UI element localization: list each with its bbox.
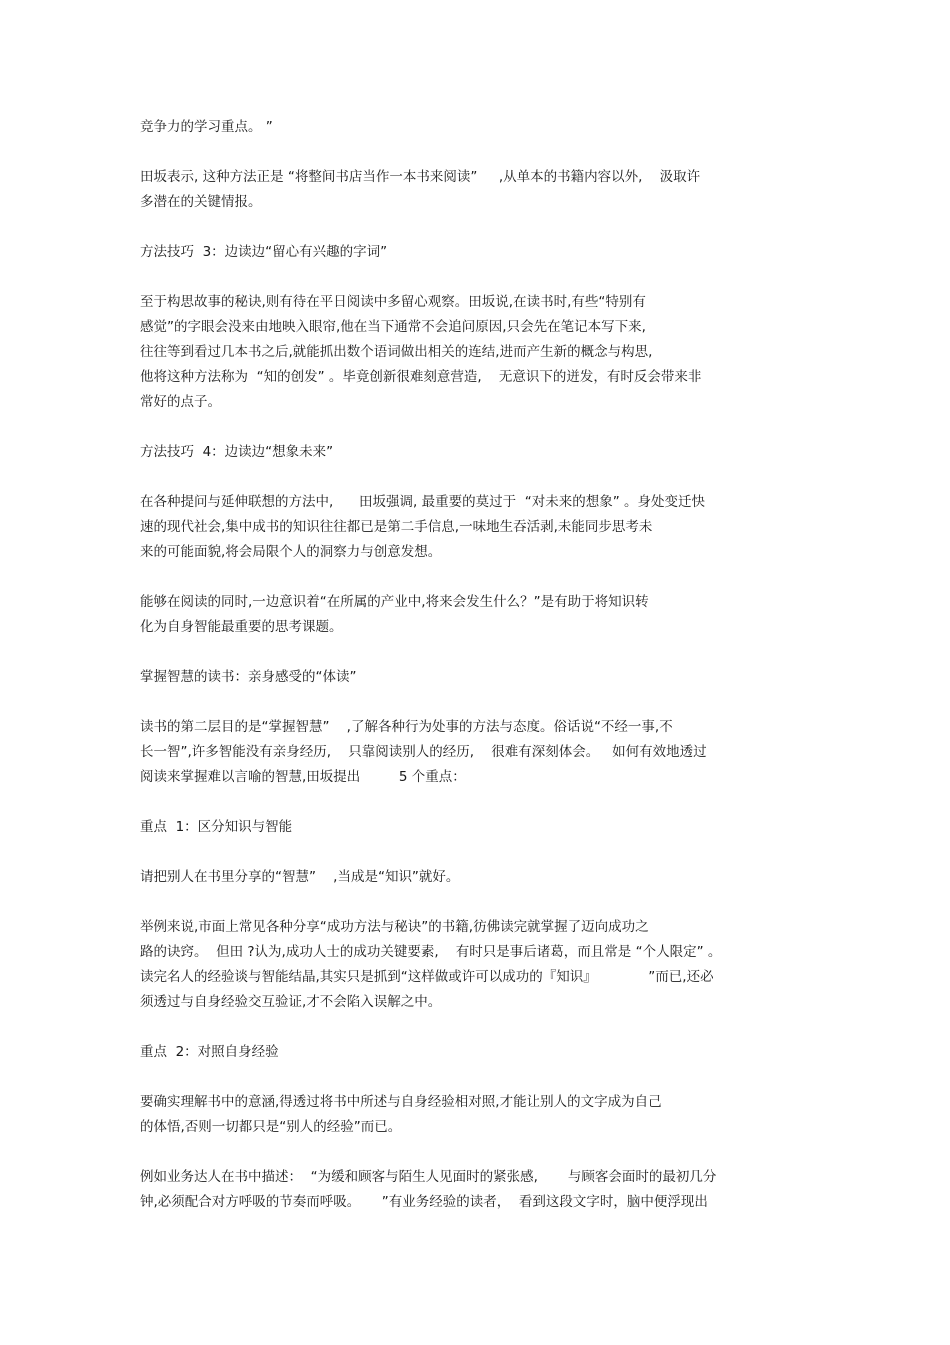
paragraph	[140, 490, 780, 565]
text-line: 方法技巧 4：边读边“想象未来”	[140, 444, 334, 460]
text-line: 的体悟,否则一切都只是“别人的经验”而已。	[140, 1119, 402, 1135]
text-line: 田坂表示, 这种方法正是 “将整间书店当作一本书来阅读” ,从单本的书籍内容以外, 汲取许	[140, 169, 701, 185]
paragraph	[140, 915, 780, 1015]
text-line: 读完名人的经验谈与智能结晶,其实只是抓到“这样做或许可以成功的『知识』 ”而已,还必	[140, 969, 714, 985]
text-line: 请把别人在书里分享的“智慧” ,当成是“知识”就好。	[140, 869, 460, 885]
text-line: 长一智”,许多智能没有亲身经历, 只靠阅读别人的经历, 很难有深刻体会。 如何有效地透过	[140, 744, 707, 760]
text-line: 至于构思故事的秘诀,则有待在平日阅读中多留心观察。田坂说,在读书时,有些“特别有	[140, 294, 646, 310]
paragraph	[140, 115, 780, 140]
text-line: 感觉”的字眼会没来由地映入眼帘,他在当下通常不会追问原因,只会先在笔记本写下来,	[140, 319, 646, 335]
paragraph	[140, 1165, 780, 1215]
paragraph	[140, 165, 780, 215]
text-line: 他将这种方法称为 “知的创发” 。毕竟创新很难刻意营造, 无意识下的迸发，有时反会带来非	[140, 369, 702, 385]
text-line: 化为自身智能最重要的思考课题。	[140, 619, 343, 635]
text-line: 方法技巧 3：边读边“留心有兴趣的字词”	[140, 244, 388, 260]
text-line: 多潜在的关键情报。	[140, 194, 262, 210]
text-line: 读书的第二层目的是“掌握智慧” ,了解各种行为处事的方法与态度。俗话说“不经一事,不	[140, 719, 673, 735]
paragraph	[140, 590, 780, 640]
text-line: 钟,必须配合对方呼吸的节奏而呼吸。 ”有业务经验的读者， 看到这段文字时，脑中便浮现出	[140, 1194, 708, 1210]
text-line: 常好的点子。	[140, 394, 221, 410]
paragraph	[140, 1090, 780, 1140]
paragraph	[140, 290, 780, 415]
text-line: 举例来说,市面上常见各种分享“成功方法与秘诀”的书籍,彷佛读完就掌握了迈向成功之	[140, 919, 649, 935]
paragraph	[140, 1040, 780, 1065]
document-body	[140, 115, 780, 1240]
text-line: 往往等到看过几本书之后,就能抓出数个语词做出相关的连结,进而产生新的概念与构思,	[140, 344, 653, 360]
paragraph	[140, 865, 780, 890]
paragraph	[140, 665, 780, 690]
paragraph	[140, 815, 780, 840]
text-line: 阅读来掌握难以言喻的智慧,田坂提出 5 个重点：	[140, 769, 466, 785]
text-line: 须透过与自身经验交互验证,才不会陷入误解之中。	[140, 994, 442, 1010]
text-line: 重点 1：区分知识与智能	[140, 819, 293, 835]
text-line: 竞争力的学习重点。 ”	[140, 119, 273, 135]
text-line: 来的可能面貌,将会局限个人的洞察力与创意发想。	[140, 544, 442, 560]
text-line: 能够在阅读的同时,一边意识着“在所属的产业中,将来会发生什么？”是有助于将知识转	[140, 594, 649, 610]
text-line: 速的现代社会,集中成书的知识往往都已是第二手信息,一味地生吞活剥,未能同步思考未	[140, 519, 653, 535]
paragraph	[140, 715, 780, 790]
text-line: 重点 2：对照自身经验	[140, 1044, 279, 1060]
text-line: 路的诀窍。 但田 ?认为,成功人士的成功关键要素, 有时只是事后诸葛，而且常是 “个人限定” 。	[140, 944, 722, 960]
text-line: 在各种提问与延伸联想的方法中, 田坂强调, 最重要的莫过于 “对未来的想象” 。身处变迁快	[140, 494, 705, 510]
text-line: 例如业务达人在书中描述： “为缓和顾客与陌生人见面时的紧张感, 与顾客会面时的最初几分	[140, 1169, 717, 1185]
text-line: 要确实理解书中的意涵,得透过将书中所述与自身经验相对照,才能让别人的文字成为自己	[140, 1094, 662, 1110]
paragraph	[140, 440, 780, 465]
text-line: 掌握智慧的读书：亲身感受的“体读”	[140, 669, 357, 685]
paragraph	[140, 240, 780, 265]
